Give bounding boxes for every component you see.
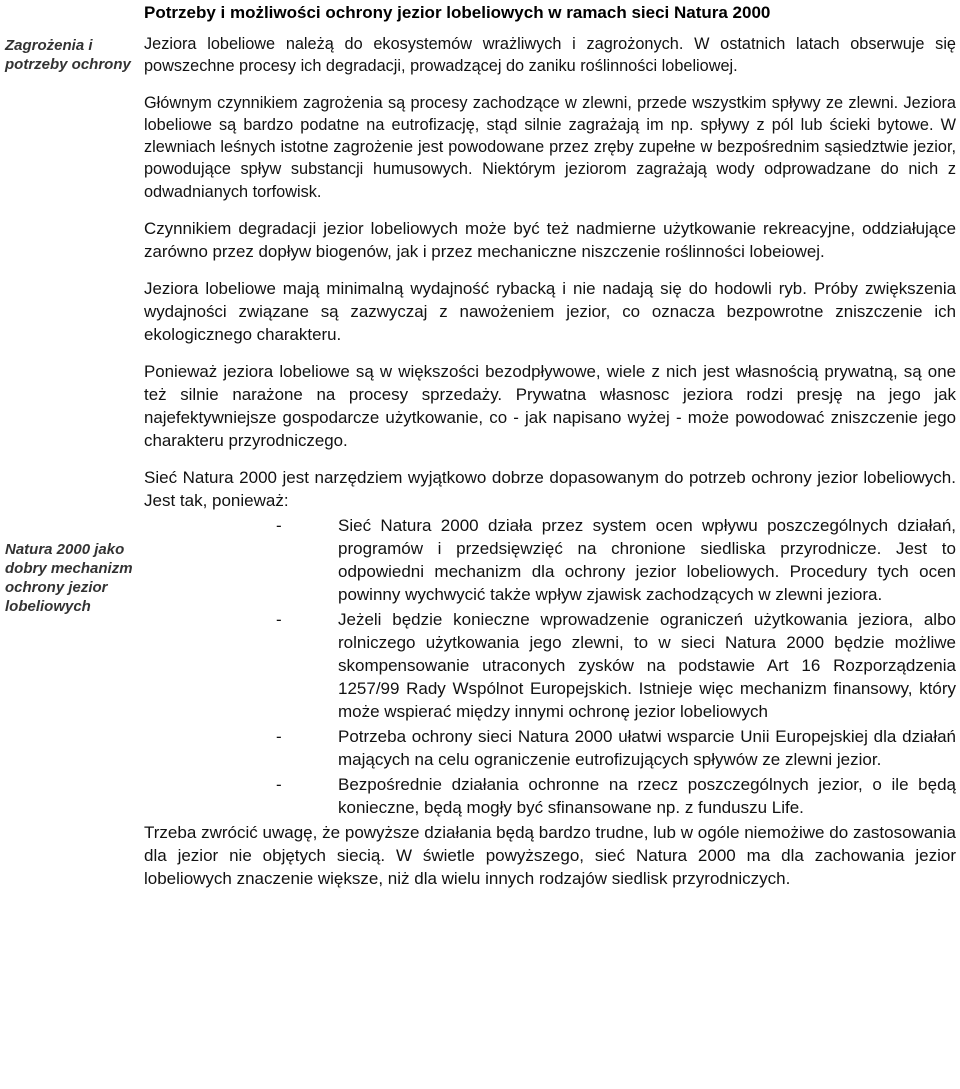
page-title: Potrzeby i możliwości ochrony jezior lobeliowych w ramach sieci Natura 2000 [144, 3, 771, 22]
paragraph-4: Jeziora lobeliowe mają minimalną wydajność rybacką i nie nadają się do hodowli ryb. Próby zwiększenia wydajności związane są zazwyczaj z nawożeniem jezior, co oznacza bezpowrotne zniszczenie ich ekologicznego charakteru. [144, 278, 956, 345]
list-item-text: Bezpośrednie działania ochronne na rzecz poszczególnych jezior, o ile będą konieczne, będą mogły być sfinansowane np. z funduszu Life. [338, 774, 956, 817]
document-body [144, 33, 956, 890]
list-item [144, 725, 956, 771]
paragraph-2: Głównym czynnikiem zagrożenia są procesy zachodzące w zlewni, przede wszystkim spływy ze zlewni. Jeziora lobeliowe są bardzo podatne na eutrofizację, stąd silnie zagrażają im np. spływy z pól lub ścieki bytowe. W zlewniach leśnych istotne zagrożenie jest powodowane przez zręby zupełne w bezpośrednim sąsiedztwie jezior, powodujące spływ substancji humusowych. Niektórym jeziorom zagrażają wody odprowadzane do nich z odwadnianych torfowisk. [144, 93, 956, 201]
list-item-text: Jeżeli będzie konieczne wprowadzenie ograniczeń użytkowania jeziora, albo rolniczego użytkowania jego zlewni, to w sieci Natura 2000 będzie możliwe skompensowanie utraconych zysków na podstawie Art 16 Rozporządzenia 1257/99 Rady Wspólnot Europejskich. Istnieje więc mechanizm finansowy, który może wspierać między innymi ochronę jezior lobeliowych [338, 609, 956, 721]
list-item [144, 773, 956, 819]
dash-marker: - [276, 774, 282, 794]
list-item-text: Potrzeba ochrony sieci Natura 2000 ułatwi wsparcie Unii Europejskiej dla działań mających na celu ograniczenie eutrofizujących spływów ze zlewni jezior. [338, 726, 956, 769]
closing-paragraph: Trzeba zwrócić uwagę, że powyższe działania będą bardzo trudne, lub w ogóle niemożiwe do zastosowania dla jezior nie objętych siecią. W świetle powyższego, sieć Natura 2000 ma dla zachowania jezior lobeliowych znaczenie większe, niż dla wielu innych rodzajów siedlisk przyrodniczych. [144, 822, 956, 888]
paragraph-3: Czynnikiem degradacji jezior lobeliowych może być też nadmierne użytkowanie rekreacyjne, oddziałujące zarówno przez dopływ biogenów, jak i przez mechaniczne niszczenie roślinności lobeiowej. [144, 219, 956, 262]
margin-note-threats: Zagrożenia i potrzeby ochrony [5, 37, 131, 73]
dash-marker: - [276, 515, 282, 535]
list-item-text: Sieć Natura 2000 działa przez system ocen wpływu poszczególnych działań, programów i przedsięwzięć na chronione siedliska przyrodnicze. Jest to odpowiedni mechanizm dla ochrony jezior lobeliowych. Procedury tych ocen powinny wychwycić także wpływ zjawisk zachodzących w zlewni jeziora. [338, 515, 956, 604]
paragraph-1: Jeziora lobeliowe należą do ekosystemów wrażliwych i zagrożonych. W ostatnich latach obserwuje się powszechne procesy ich degradacji, prowadzącej do zaniku roślinności lobeliowej. [144, 35, 956, 76]
reasons-list [144, 514, 956, 819]
dash-marker: - [276, 609, 282, 629]
paragraph-5: Ponieważ jeziora lobeliowe są w większości bezodpływowe, wiele z nich jest własnością prywatną, są one też silnie narażone na procesy sprzedaży. Prywatna własnosc jeziora rodzi presję na jego jak najefektywniejsze gospodarcze użytkowanie, co - jak napisano wyżej - może powodować zniszczenie jego charakteru przyrodniczego. [144, 361, 956, 451]
margin-note-natura2000: Natura 2000 jako dobry mechanizm ochrony jezior lobeliowych [5, 541, 133, 615]
list-item [144, 514, 956, 606]
paragraph-6: Sieć Natura 2000 jest narzędziem wyjątkowo dobrze dopasowanym do potrzeb ochrony jezior lobeliowych. Jest tak, ponieważ: [144, 467, 956, 510]
dash-marker: - [276, 726, 282, 746]
list-item [144, 608, 956, 723]
